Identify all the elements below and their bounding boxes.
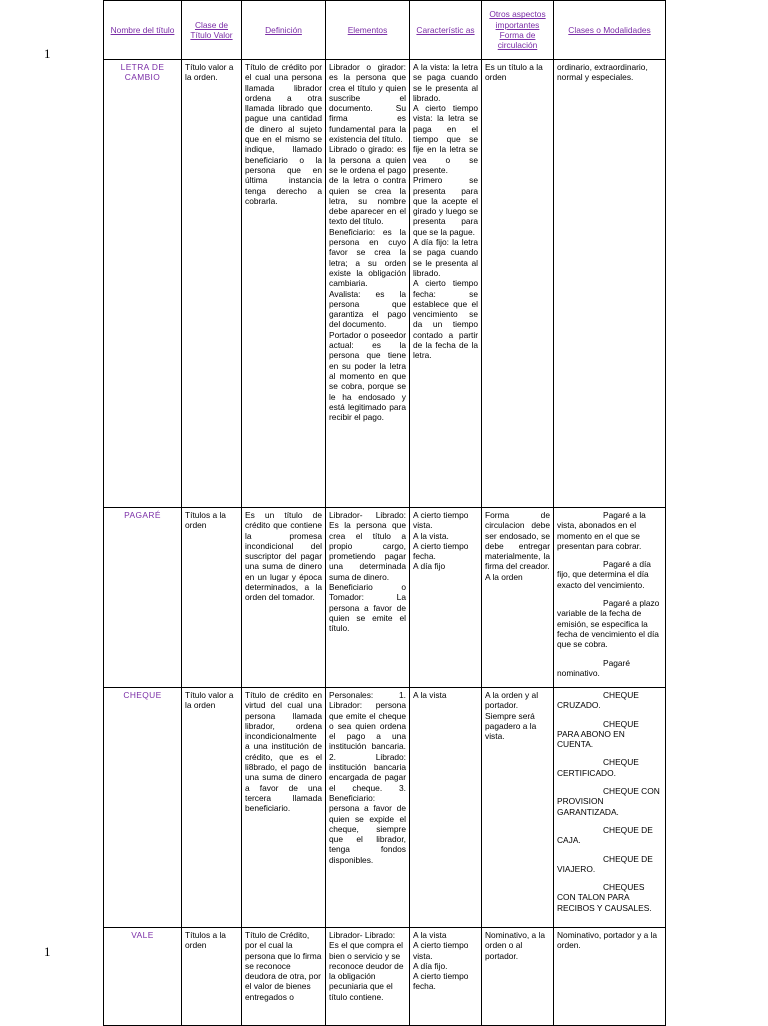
title-definition: Título de crédito en virtud del cual una persona llamada librador, ordena incondicionalmente a una institución de crédito, que es el li8brado, el pago de una suma de dinero a favor de una tercera llamada beneficiario. <box>242 688 326 928</box>
title-definition <box>242 928 326 1026</box>
title-characteristics <box>410 928 482 1026</box>
element-item: Avalista: es la persona que garantiza el pago del documento. <box>329 288 406 330</box>
element-item: Librado o girado: es la persona a quien se le ordena el pago de la letra o contra quien se crea la letra, su nombre debe aparecer en el texto del título. <box>329 144 406 227</box>
title-classes <box>554 928 666 1026</box>
table-header-row <box>104 1 666 60</box>
title-other-aspects: A la orden y al portador. Siempre será pagadero a la vista. <box>482 688 554 928</box>
header-elementos[interactable]: Elementos <box>326 1 410 60</box>
title-name-text: VALE <box>131 930 154 940</box>
title-other-aspects-text: Nominativo, a la orden o al portador. <box>485 930 546 961</box>
characteristic-item: A la vista <box>413 930 447 940</box>
header-caracteristicas[interactable]: Característic as <box>410 1 482 60</box>
class-item: CHEQUE PARA ABONO EN CUENTA. <box>557 718 639 750</box>
class-item: CHEQUE CRUZADO. <box>557 690 639 711</box>
table-row <box>104 688 666 928</box>
characteristic-item: A cierto tiempo fecha: se establece que el vencimiento se da un tiempo contado a partir de la fecha de la letra. <box>413 278 478 361</box>
title-elements-text: Librador- Librado: Es el que compra el bien o servicio y se reconoce deudor de la obligación pecuniaria que el título contiene. <box>329 930 404 1002</box>
header-clases[interactable]: Clases o Modalidades <box>554 1 666 60</box>
titles-table <box>103 0 666 1026</box>
header-otros[interactable]: Otros aspectos importantes Forma de circulación <box>482 1 554 60</box>
title-classes: ordinario, extraordinario, normal y especiales. <box>554 60 666 508</box>
title-class-text: Títulos a la orden <box>185 930 226 951</box>
title-classes <box>554 688 666 928</box>
title-definition: Es un título de crédito que contiene la promesa incondicional del suscriptor del pagar una suma de dinero en un lugar y época determinados, a la orden del tomador. <box>242 508 326 688</box>
title-name[interactable]: PAGARÉ <box>104 508 182 688</box>
class-item: CHEQUE DE CAJA. <box>557 824 653 846</box>
title-characteristics <box>410 60 482 508</box>
title-class <box>182 928 242 1026</box>
characteristic-item: A la vista. <box>413 530 449 541</box>
class-item: Pagaré nominativo. <box>557 657 631 678</box>
title-class: Títulos a la orden <box>182 508 242 688</box>
class-item: CHEQUE DE VIAJERO. <box>557 853 653 874</box>
characteristic-item: A día fijo: la letra se paga cuando se le presenta al librado. <box>413 237 478 278</box>
header-definicion[interactable]: Definición <box>242 1 326 60</box>
header-clase[interactable]: Clase de Título Valor <box>182 1 242 60</box>
class-item: CHEQUE CON PROVISION GARANTIZADA. <box>557 786 660 817</box>
characteristic-item: A cierto tiempo vista. <box>413 940 469 961</box>
element-item: Portador o poseedor actual: es la persona que tiene en su poder la letra al momento en que se cobra, porque se le ha endosado y está legitimado para recibir el pago. <box>329 329 406 423</box>
characteristic-item: A cierto tiempo fecha. <box>413 971 469 992</box>
title-name[interactable] <box>104 928 182 1026</box>
title-other-aspects: Es un título a la orden <box>482 60 554 508</box>
title-classes <box>554 508 666 688</box>
header-nombre[interactable]: Nombre del título <box>104 1 182 60</box>
table-row <box>104 508 666 688</box>
title-definition-text: Título de Crédito, por el cual la persona que lo firma se reconoce deudora de otra, por el valor de bienes entregados o <box>245 930 322 1002</box>
characteristic-item: A cierto tiempo fecha. <box>413 540 469 562</box>
title-definition: Título de crédito por el cual una persona llamada librador ordena a otra llamada librado que pague una cantidad de dinero al sujeto que en el mismo se indique, llamado beneficiario o la persona que en última instancia tenga derecho a cobrarla. <box>242 60 326 508</box>
other-item: Forma de circulacion debe ser endosado, se debe entregar materialmente, la firma del creador. <box>485 510 550 572</box>
title-classes-text: Nominativo, portador y a la orden. <box>557 930 658 951</box>
table-row <box>104 60 666 508</box>
characteristic-item: A día fijo. <box>413 960 448 971</box>
page-number-bottom: 1 <box>44 944 51 959</box>
title-elements: Personales: 1. Librador: persona que emite el cheque o sea quien ordena el pago a una institución bancaria. 2. Librado: institución bancaria encargada de pagar el cheque. 3. Beneficiario: persona a favor de quien se expide el cheque, siempre que el librador, tenga fondos disponibles. <box>326 688 410 928</box>
element-item: Beneficiario: es la persona en cuyo favor se crea la letra; a su orden existe la obligación cambiaria. <box>329 226 406 289</box>
characteristic-item: A cierto tiempo vista: la letra se paga en el tiempo que se fije en la letra se vea o se presente. Primero se presenta para que la acepte el girado y luego se presenta para que se la pague. <box>413 103 478 237</box>
class-item: CHEQUE CERTIFICADO. <box>557 757 639 778</box>
class-item: Pagaré a día fijo, que determina el día exacto del vencimiento. <box>557 559 651 590</box>
class-item: CHEQUES CON TALON PARA RECIBOS Y CAUSALES. <box>557 882 652 913</box>
title-characteristics <box>410 508 482 688</box>
page-number-top: 1 <box>44 46 51 61</box>
title-other-aspects <box>482 928 554 1026</box>
title-elements <box>326 928 410 1026</box>
title-other-aspects <box>482 508 554 688</box>
class-item: Pagaré a plazo variable de la fecha de emisión, se especifica la fecha de vencimiento el día que se cobra. <box>557 598 660 650</box>
element-item: Beneficiario o Tomador: La persona a favor de quien se emite el título. <box>329 582 406 634</box>
characteristic-item: A la vista: la letra se paga cuando se le presenta al librado. <box>413 62 478 103</box>
title-characteristics: A la vista <box>410 688 482 928</box>
element-item: Librador- Librado: Es la persona que crea el título a propio cargo, prometiendo pagar una determinada suma de dinero. <box>329 510 406 582</box>
title-elements <box>326 60 410 508</box>
table-row <box>104 928 666 1026</box>
title-class: Título valor a la orden. <box>182 60 242 508</box>
title-name[interactable]: LETRA DE CAMBIO <box>104 60 182 508</box>
other-item: A la orden <box>485 571 523 582</box>
class-item: Pagaré a la vista, abonados en el momento en el que se presentan para cobrar. <box>557 510 646 551</box>
title-elements <box>326 508 410 688</box>
title-class: Título valor a la orden <box>182 688 242 928</box>
characteristic-item: A día fijo <box>413 561 446 572</box>
element-item: Librador o girador: es la persona que crea el título y quien suscribe el documento. Su firma es fundamental para la existencia del título. <box>329 62 406 145</box>
title-name[interactable]: CHEQUE <box>104 688 182 928</box>
characteristic-item: A cierto tiempo vista. <box>413 510 469 531</box>
